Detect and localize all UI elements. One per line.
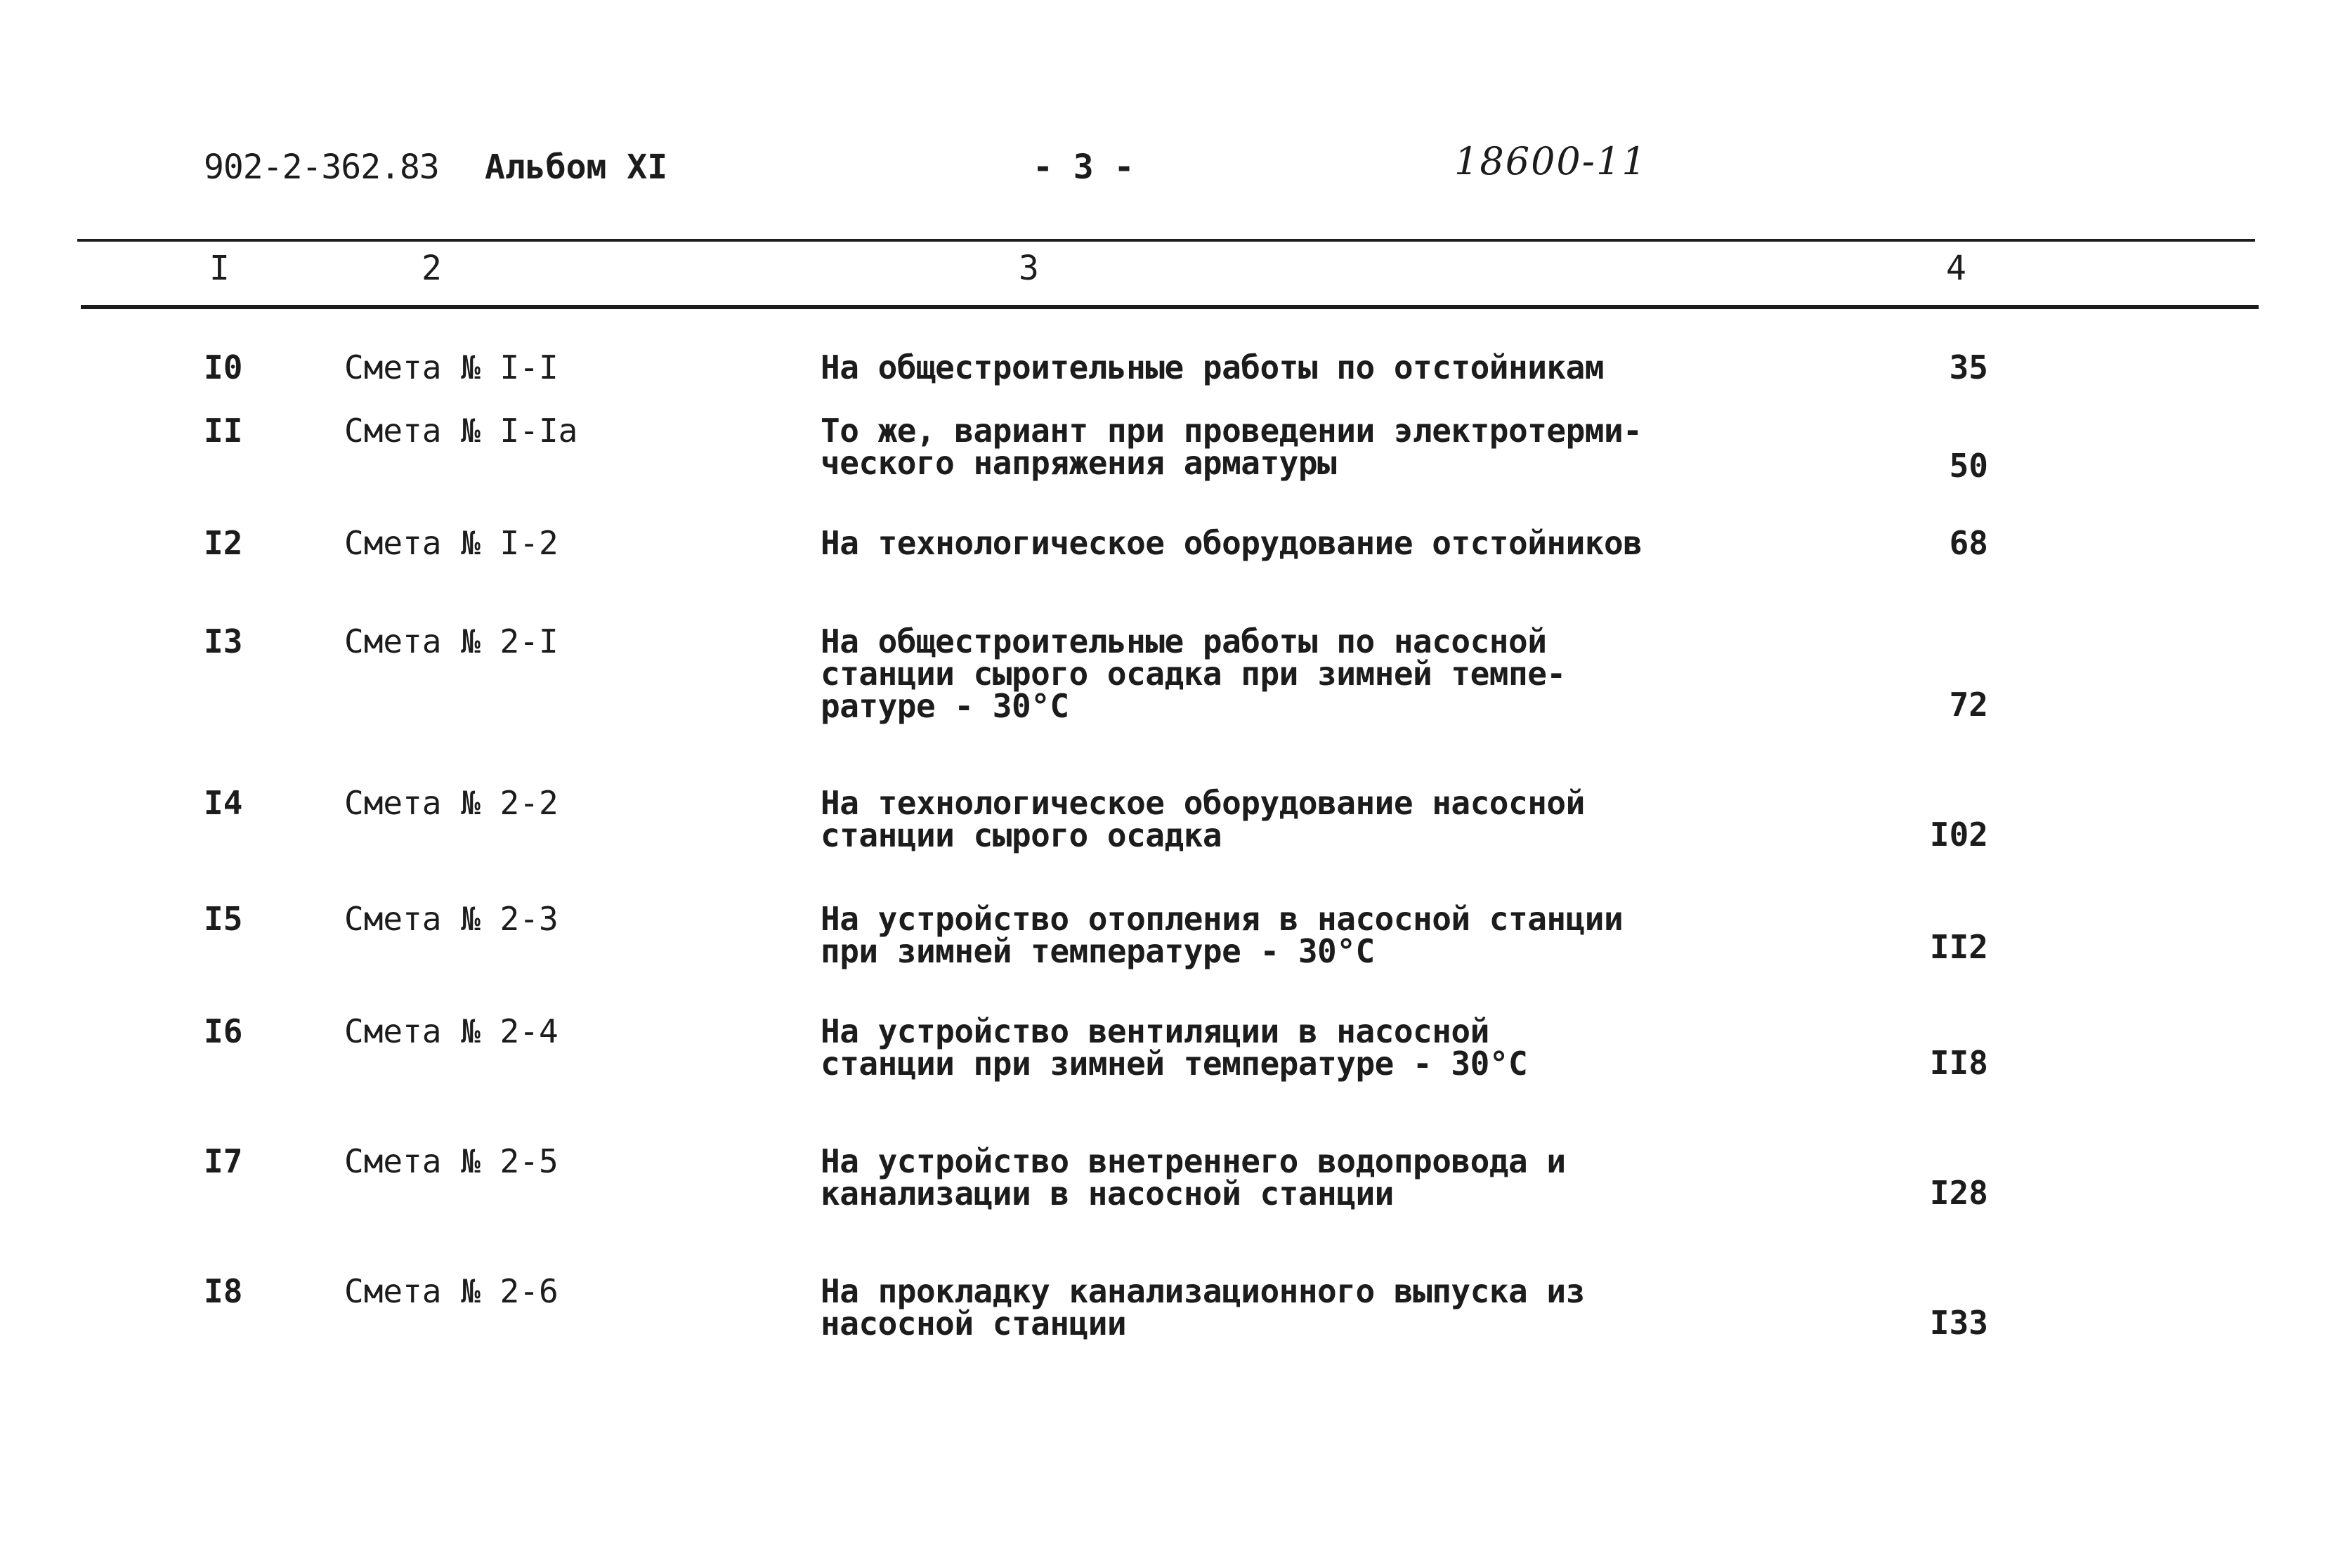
row-page: I28 [1929, 1174, 1988, 1212]
row-number: I7 [204, 1142, 243, 1180]
row-page: 68 [1949, 524, 1988, 562]
row-page: I33 [1929, 1304, 1988, 1342]
estimate-label: Смета № 2-4 [344, 1012, 559, 1050]
column-header-2: 2 [422, 249, 442, 288]
column-header-4: 4 [1946, 249, 1966, 288]
row-number: II [204, 412, 243, 450]
estimate-label: Смета № 2-6 [344, 1272, 559, 1310]
page-header [204, 139, 2241, 204]
estimate-label: Смета № 2-I [344, 622, 559, 660]
row-number: I0 [204, 348, 243, 386]
row-number: I8 [204, 1272, 243, 1310]
table-top-rule [77, 239, 2255, 242]
row-description: На устройство отопления в насосной станции при зимней температуре - 30°С [821, 900, 1624, 970]
row-page: II2 [1929, 928, 1988, 966]
row-number: I4 [204, 784, 243, 822]
row-description: На технологическое оборудование отстойников [821, 524, 1643, 562]
row-description: На прокладку канализационного выпуска из насосной станции [821, 1272, 1585, 1342]
row-page: 35 [1949, 348, 1988, 386]
estimate-label: Смета № 2-5 [344, 1142, 559, 1180]
page-number: - 3 - [1033, 148, 1135, 187]
row-page: 72 [1949, 686, 1988, 724]
estimate-label: Смета № I-Iа [344, 412, 578, 450]
row-number: I2 [204, 524, 243, 562]
row-description: На устройство внетреннего водопровода и канализации в насосной станции [821, 1142, 1566, 1213]
row-number: I6 [204, 1012, 243, 1050]
document-code: 902-2-362.83 [204, 148, 439, 187]
row-description: На устройство вентиляции в насосной станции при зимней температуре - 30°С [821, 1012, 1528, 1083]
estimate-label: Смета № 2-3 [344, 900, 559, 938]
row-description: На общестроительные работы по насосной станции сырого осадка при зимней темпе- ратуре - 30°С [821, 622, 1566, 725]
row-number: I3 [204, 622, 243, 660]
estimate-label: Смета № 2-2 [344, 784, 559, 822]
table-header-rule [81, 305, 2259, 309]
row-page: II8 [1929, 1044, 1988, 1082]
row-description: На технологическое оборудование насосной станции сырого осадка [821, 784, 1585, 854]
estimate-label: Смета № I-2 [344, 524, 559, 562]
column-header-3: 3 [1019, 249, 1039, 288]
row-page: I02 [1929, 816, 1988, 854]
row-page: 50 [1949, 447, 1988, 485]
column-header-1: I [209, 249, 230, 288]
handwritten-number: 18600-11 [1454, 139, 1647, 183]
row-number: I5 [204, 900, 243, 938]
album-label: Альбом XI [485, 148, 668, 187]
row-description: То же, вариант при проведении электротерми- ческого напряжения арматуры [821, 412, 1643, 482]
estimate-label: Смета № I-I [344, 348, 559, 386]
row-description: На общестроительные работы по отстойникам [821, 348, 1604, 386]
